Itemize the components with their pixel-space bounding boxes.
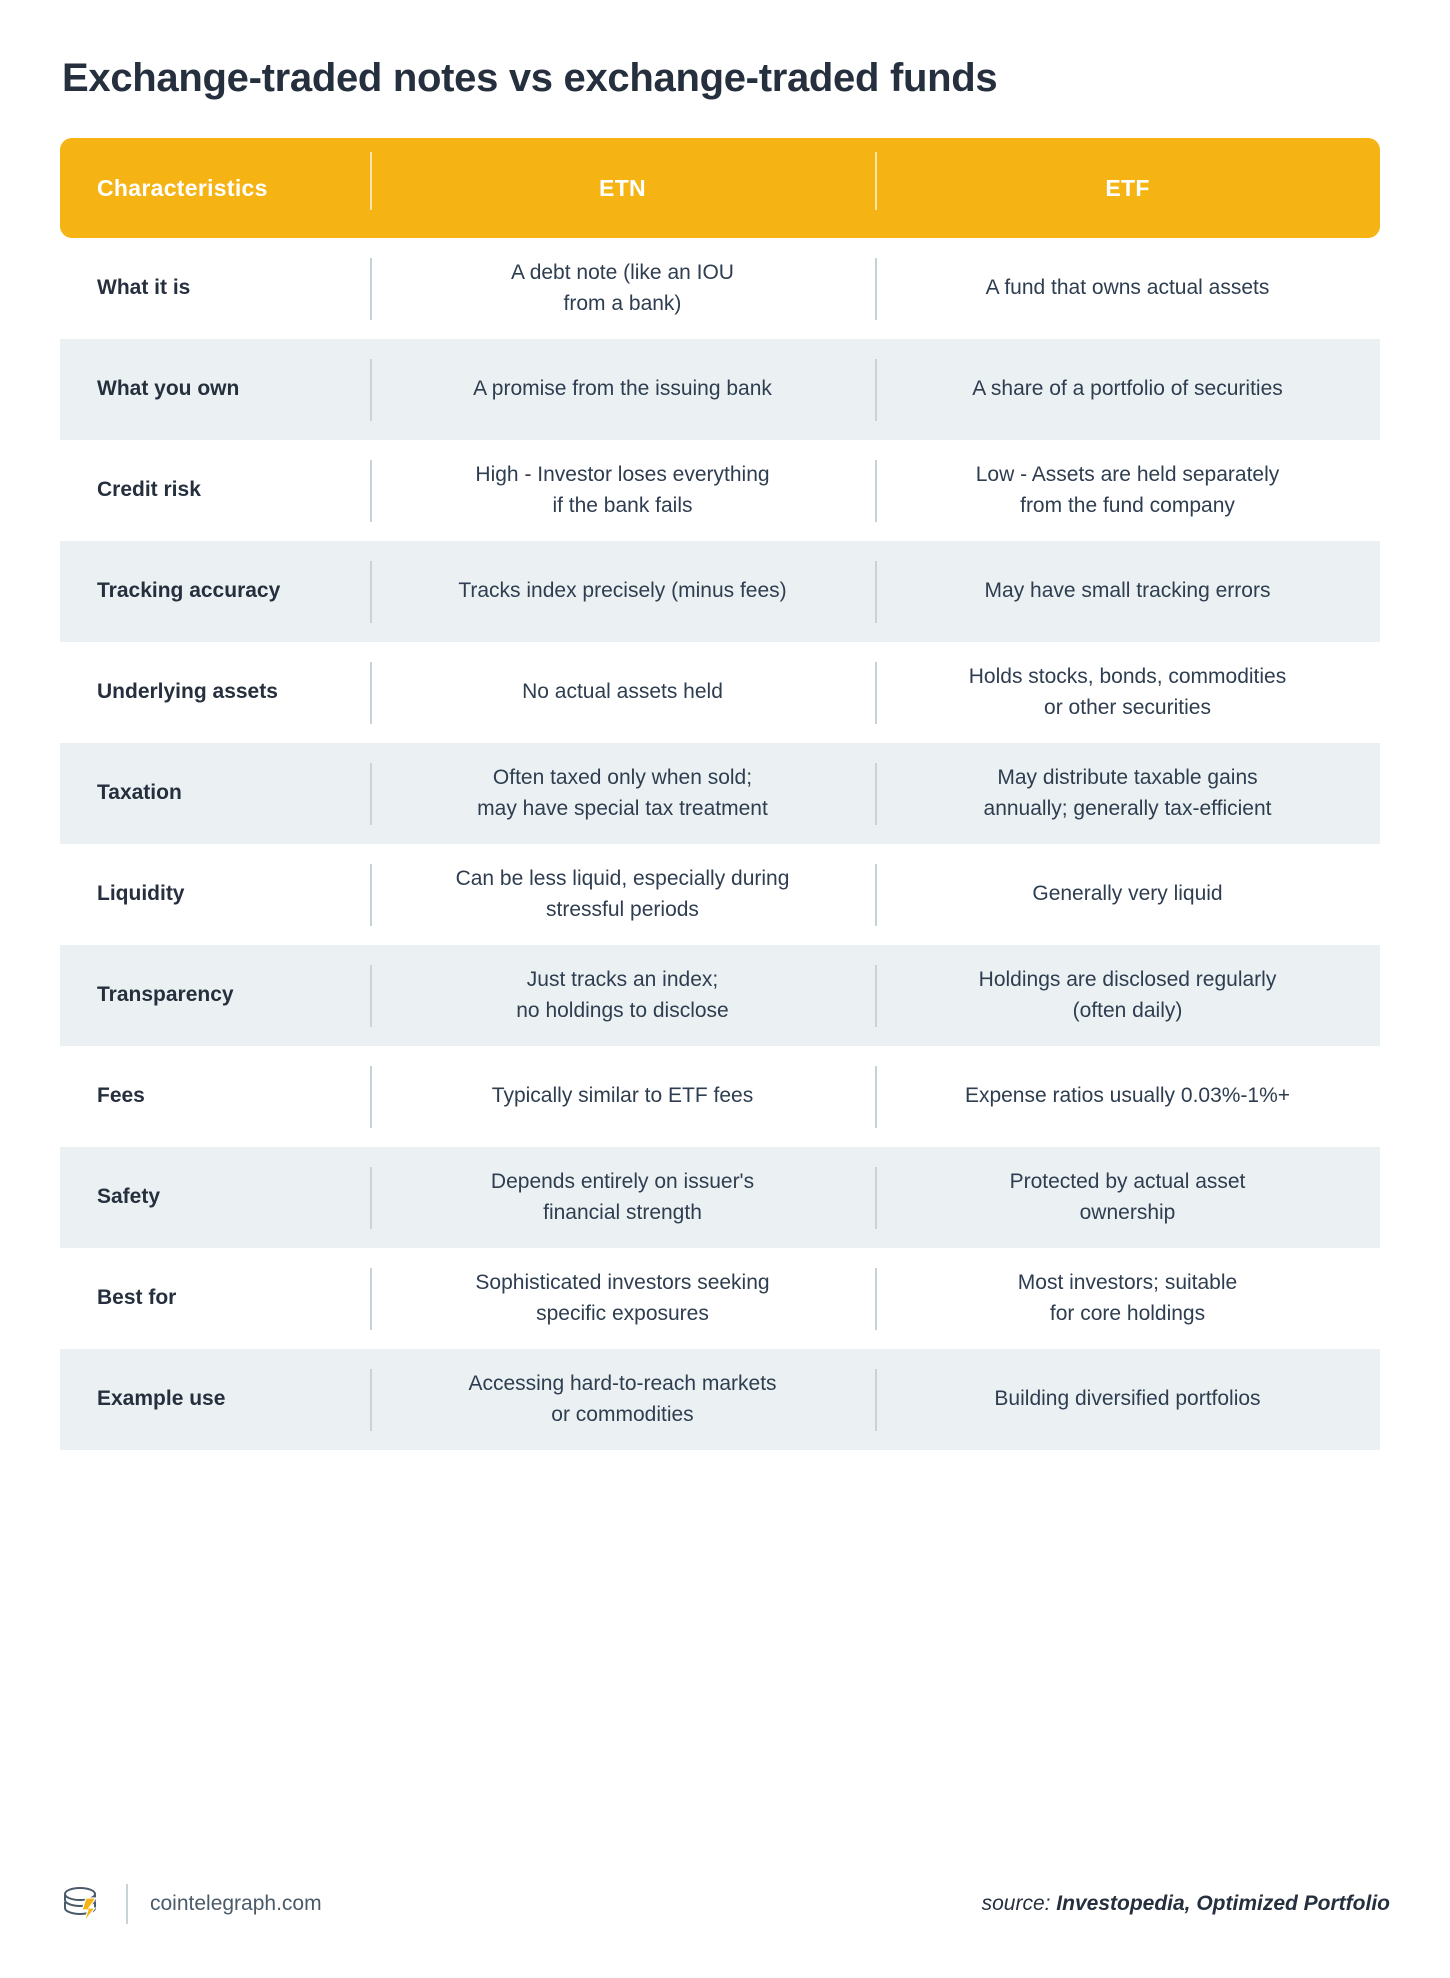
footer [60, 1882, 1390, 1926]
footer-branding [60, 1882, 322, 1926]
cell-etf: May have small tracking errors [875, 541, 1380, 642]
cell-etf: A share of a portfolio of securities [875, 339, 1380, 440]
cell-etf: Holds stocks, bonds, commodities or other securities [875, 642, 1380, 743]
cell-etn: Can be less liquid, especially during stressful periods [370, 844, 875, 945]
cell-etf: Building diversified portfolios [875, 1349, 1380, 1450]
cell-etn: Tracks index precisely (minus fees) [370, 541, 875, 642]
cell-etf: Most investors; suitable for core holdings [875, 1248, 1380, 1349]
table-row [60, 642, 1380, 743]
cell-etf: Low - Assets are held separately from the fund company [875, 440, 1380, 541]
cell-characteristic: Liquidity [97, 882, 185, 906]
cell-characteristic: Credit risk [97, 478, 201, 502]
cell-etn: Depends entirely on issuer's financial strength [370, 1147, 875, 1248]
cell-characteristic: Tracking accuracy [97, 579, 281, 603]
cell-etf: Expense ratios usually 0.03%-1%+ [875, 1046, 1380, 1147]
cell-etn: Typically similar to ETF fees [370, 1046, 875, 1147]
footer-divider [126, 1884, 128, 1924]
footer-source [982, 1892, 1390, 1916]
cell-characteristic: What you own [97, 377, 240, 401]
cell-etn: Just tracks an index; no holdings to disclose [370, 945, 875, 1046]
cell-characteristic: Safety [97, 1185, 161, 1209]
cell-characteristic: What it is [97, 276, 191, 300]
table-row [60, 238, 1380, 339]
cell-etf: A fund that owns actual assets [875, 238, 1380, 339]
cell-characteristic: Transparency [97, 983, 234, 1007]
cell-etf: Generally very liquid [875, 844, 1380, 945]
table-row [60, 1349, 1380, 1450]
column-header-etf: ETF [875, 175, 1380, 202]
table-row [60, 844, 1380, 945]
table-row [60, 1248, 1380, 1349]
table-row [60, 945, 1380, 1046]
cell-characteristic: Underlying assets [97, 680, 278, 704]
table-body [60, 238, 1380, 1450]
cell-etf: Holdings are disclosed regularly (often daily) [875, 945, 1380, 1046]
cell-etn: A promise from the issuing bank [370, 339, 875, 440]
cell-etf: May distribute taxable gains annually; generally tax-efficient [875, 743, 1380, 844]
table-header-row [60, 138, 1380, 238]
cell-etn: Accessing hard-to-reach markets or commodities [370, 1349, 875, 1450]
footer-source-value: Investopedia, Optimized Portfolio [1056, 1892, 1390, 1915]
table-row [60, 743, 1380, 844]
cell-etn: Sophisticated investors seeking specific exposures [370, 1248, 875, 1349]
footer-source-label: source: [981, 1892, 1057, 1915]
cell-etn: Often taxed only when sold; may have special tax treatment [370, 743, 875, 844]
footer-site-url: cointelegraph.com [150, 1892, 322, 1915]
cell-etf: Protected by actual asset ownership [875, 1147, 1380, 1248]
cell-characteristic: Taxation [97, 781, 182, 805]
table-row [60, 440, 1380, 541]
comparison-table [60, 138, 1380, 1450]
column-header-characteristics: Characteristics [97, 174, 268, 201]
page-title: Exchange-traded notes vs exchange-traded funds [62, 56, 998, 100]
cell-characteristic: Fees [97, 1084, 145, 1108]
column-header-etn: ETN [370, 175, 875, 202]
table-row [60, 541, 1380, 642]
cell-characteristic: Best for [97, 1286, 177, 1310]
cell-etn: A debt note (like an IOU from a bank) [370, 238, 875, 339]
cell-characteristic: Example use [97, 1387, 226, 1411]
cointelegraph-coins-icon [60, 1882, 104, 1926]
cell-etn: No actual assets held [370, 642, 875, 743]
cell-etn: High - Investor loses everything if the bank fails [370, 440, 875, 541]
table-row [60, 1147, 1380, 1248]
table-row [60, 339, 1380, 440]
table-row [60, 1046, 1380, 1147]
